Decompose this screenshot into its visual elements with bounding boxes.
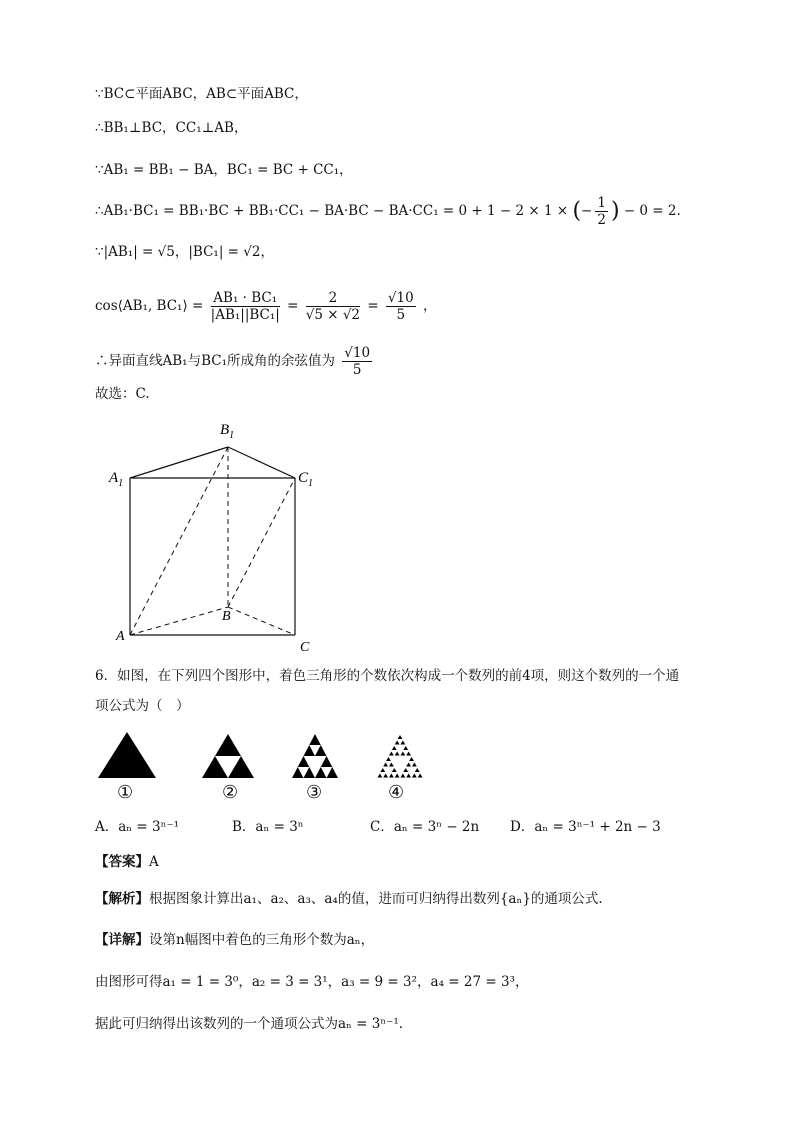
paren-left: ( (572, 198, 582, 224)
fraction-result-num: √10 (387, 290, 414, 306)
small-triangle (386, 757, 391, 761)
small-triangle (412, 763, 417, 767)
triangle-fig-3 (292, 734, 338, 778)
solution-line-3: ∵AB₁ = BB₁ − BA，BC₁ = BC + CC₁， (95, 162, 353, 178)
option-b: B．aₙ = 3ⁿ (232, 819, 304, 835)
edge-ab-hidden (130, 607, 228, 635)
comma: ， (423, 298, 437, 314)
small-triangle (400, 774, 405, 778)
solution-line-4 (95, 195, 681, 228)
figure-label-2: ② (222, 782, 239, 803)
label-c1: $C_1$ (298, 470, 314, 489)
small-triangle (403, 746, 408, 750)
small-triangle (395, 741, 400, 745)
small-triangle (415, 768, 420, 772)
label-b: B (222, 609, 231, 624)
label-c: C (300, 640, 310, 655)
option-d: D．aₙ = 3ⁿ⁻¹ + 2n − 3 (510, 819, 661, 835)
question-stem-2: 项公式为（ ） (95, 698, 190, 714)
fraction-result (386, 290, 416, 323)
diagonal-ab1 (130, 447, 228, 635)
conclusion-text: ∴异面直线AB₁与BC₁所成角的余弦值为 (95, 353, 335, 369)
label-a: A (116, 629, 125, 644)
small-triangle (392, 768, 397, 772)
small-triangle (380, 768, 385, 772)
small-triangle (406, 763, 411, 767)
fraction-result-den: 5 (396, 307, 406, 323)
label-b1: $B_1$ (220, 422, 235, 441)
diagonal-bc1 (228, 478, 295, 607)
answer-text: A (149, 854, 159, 870)
small-triangle (389, 774, 394, 778)
fraction-half-num: 1 (597, 195, 606, 211)
triangle-figures (0, 728, 794, 788)
triangle-fig-1 (98, 732, 156, 778)
question-stem-1: 6．如图，在下列四个图形中，着色三角形的个数依次构成一个数列的前4项，则这个数列的一个通 (95, 668, 680, 684)
equals-2: = (367, 298, 379, 314)
edge-b1c1 (228, 447, 295, 478)
small-triangle (400, 752, 405, 756)
small-triangle (383, 774, 388, 778)
solution-line-2: ∴BB₁⊥BC，CC₁⊥AB， (95, 120, 248, 136)
small-triangle (406, 774, 411, 778)
figure-label-1: ① (117, 782, 134, 803)
detail-tag: 【详解】 (95, 932, 149, 948)
triangle-fig-2 (202, 734, 254, 778)
detail-line (95, 930, 374, 950)
fraction-half-den: 2 (597, 212, 606, 228)
detail-line-2: 由图形可得a₁ = 1 = 3⁰，a₂ = 3 = 3¹，a₃ = 9 = 3²，a₄ = 27 = 3³， (95, 974, 529, 990)
answer-line (95, 852, 159, 872)
small-triangle (389, 752, 394, 756)
fraction-2-over (306, 290, 360, 323)
analysis-text: 根据图象计算出a₁、a₂、a₃、a₄的值，进而可归纳得出数列{aₙ}的通项公式. (149, 891, 603, 907)
solution-line-6 (95, 290, 437, 323)
small-triangle (409, 757, 414, 761)
edge-a1b1 (130, 447, 228, 478)
solution-line-7 (95, 345, 375, 378)
solution-line-1: ∵BC⊂平面ABC，AB⊂平面ABC， (95, 86, 308, 102)
paren-right: ) (610, 198, 620, 224)
dot-product-result: − 0 = 2. (623, 203, 681, 219)
detail-text: 设第n幅图中着色的三角形个数为aₙ， (149, 932, 375, 948)
small-triangle (403, 768, 408, 772)
fraction-2-over-num: 2 (306, 290, 360, 307)
fraction-conclusion (342, 345, 372, 378)
triangle-fig-4 (377, 735, 422, 778)
fraction-2-over-den: √5 × √2 (305, 307, 361, 323)
analysis-tag: 【解析】 (95, 891, 149, 907)
figure-label-4: ④ (388, 782, 405, 803)
small-triangle (400, 741, 405, 745)
small-triangle (395, 774, 400, 778)
fraction-conclusion-num: √10 (344, 345, 371, 361)
solution-line-5: ∵|AB₁| = √5，|BC₁| = √2， (95, 244, 274, 260)
small-triangle (377, 774, 382, 778)
option-a: A．aₙ = 3ⁿ⁻¹ (95, 819, 179, 835)
neg-sign: − (581, 203, 593, 219)
cos-label: cos⟨AB₁, BC₁⟩ = (95, 298, 204, 314)
fraction-cos-def (211, 290, 280, 323)
small-triangle (412, 774, 417, 778)
small-triangle (406, 752, 411, 756)
fraction-cos-def-den: |AB₁||BC₁| (210, 307, 280, 323)
equals-1: = (287, 298, 299, 314)
fraction-cos-def-num: AB₁ · BC₁ (211, 290, 280, 307)
answer-tag: 【答案】 (95, 854, 149, 870)
small-triangle (395, 752, 400, 756)
edge-bc-hidden (228, 607, 295, 635)
analysis-line (95, 889, 603, 909)
solution-line-8: 故选：C. (95, 386, 150, 402)
prism-figure (0, 410, 794, 670)
small-triangle (383, 763, 388, 767)
detail-line-3: 据此可归纳得出该数列的一个通项公式为aₙ = 3ⁿ⁻¹. (95, 1016, 404, 1032)
dot-product-expansion: ∴AB₁·BC₁ = BB₁·BC + BB₁·CC₁ − BA·BC − BA·CC₁ = 0 + 1 − 2 × 1 × (95, 203, 573, 219)
label-a1: $A_1$ (109, 470, 124, 489)
figure-label-3: ③ (306, 782, 323, 803)
small-triangle (389, 763, 394, 767)
small-triangle (418, 774, 423, 778)
small-triangle (398, 735, 403, 739)
option-c: C．aₙ = 3ⁿ − 2n (370, 819, 480, 835)
fraction-half (595, 195, 608, 228)
small-triangle (392, 746, 397, 750)
fraction-conclusion-den: 5 (352, 362, 362, 378)
